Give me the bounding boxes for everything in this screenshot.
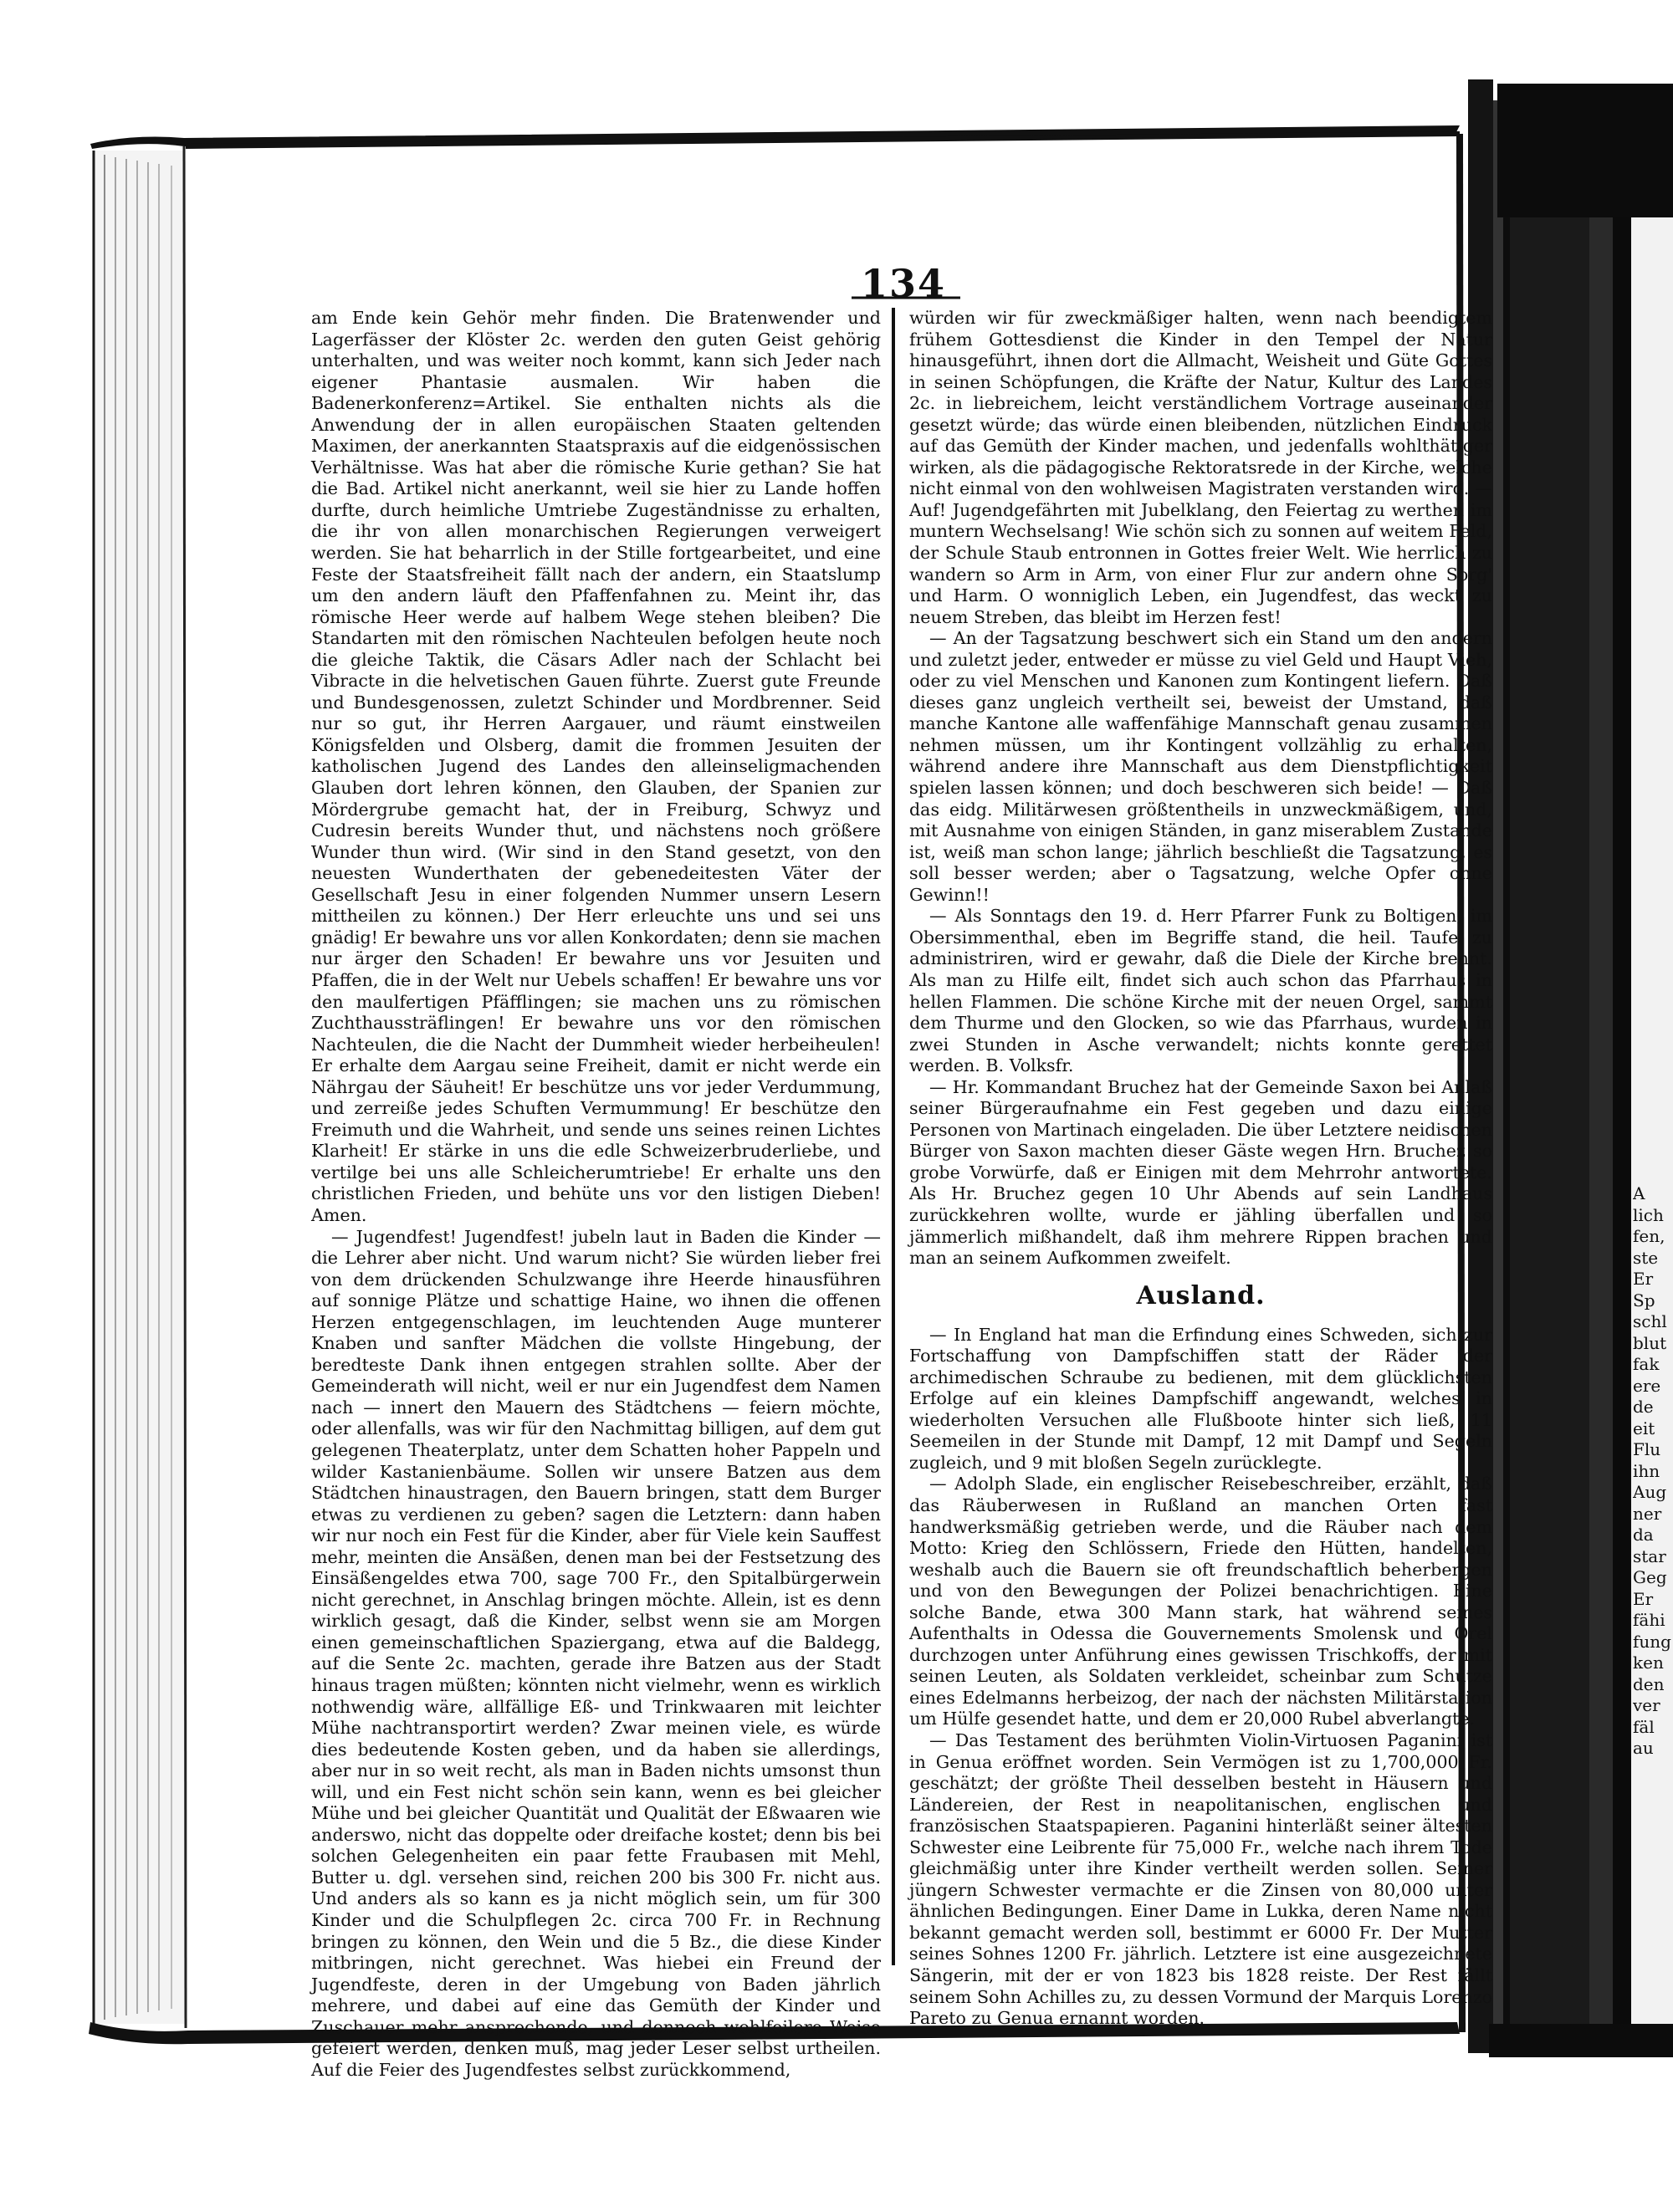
margin-line: ner <box>1633 1503 1662 1524</box>
margin-line: Aug <box>1633 1482 1667 1502</box>
foreign-paragraph-2: — Adolph Slade, ein englischer Reisebeschreiber, erzählt, daß das Räuberwesen in Rußland an manchen Orten fast handwerksmäßig getrieben werde, und die Räuber nach dem Motto: Krieg den Schlössern, Friede den Hütten, handelten, weshalb auch die Bauern sie oft freundschaftlich beherbergen und von den Bewegungen der Polizei benachrichtigen. Eine solche Bande, etwa 300 Mann stark, hat während seines Aufenthalts in Odessa die Gouvernements Smolensk und Orel durchzogen unter Anführung eines gewissen Trischkoffs, der mit seinen Leuten, als Soldaten verkleidet, scheinbar zum Schutze eines Edelmanns herbeizog, der nach der nächsten Militärstation um Hülfe gesendet hatte, und dem er 20,000 Rubel abverlangte. <box>909 1474 1492 1729</box>
margin-line: fak <box>1633 1354 1660 1374</box>
right-paragraph-3: — Als Sonntags den 19. d. Herr Pfarrer Funk zu Boltigen, im Obersimmenthal, eben im Begriffe stand, die heil. Taufe zu administriren, wird er gewahr, daß die Diele der Kirche brennt. Als man zu Hilfe eilt, findet sich auch schon das Pfarrhaus in hellen Flammen. Die schöne Kirche mit der neuen Orgel, sammt dem Thurme und den Glocken, so wie das Pfarrhaus, wurden in zwei Stunden in Asche verwandelt; nichts konnte gerettet werden. B. Volksfr. <box>909 906 1492 1076</box>
margin-line: fäl <box>1633 1716 1655 1737</box>
margin-line: ere <box>1633 1375 1661 1396</box>
next-page-margin-text <box>1633 1183 1673 1760</box>
margin-line: de <box>1633 1397 1654 1417</box>
margin-line: A <box>1633 1183 1645 1203</box>
margin-line: den <box>1633 1673 1665 1694</box>
margin-line: star <box>1633 1545 1666 1566</box>
margin-line: Flu <box>1633 1439 1661 1459</box>
right-gutter-shadow <box>1468 79 1673 2057</box>
margin-line: Geg <box>1633 1567 1667 1587</box>
margin-line: ihn <box>1633 1460 1660 1481</box>
page-number: 134 <box>860 261 947 306</box>
right-column <box>909 308 1492 2030</box>
margin-line: Sp <box>1633 1290 1655 1310</box>
margin-line: da <box>1633 1525 1654 1545</box>
left-paragraph-1: am Ende kein Gehör mehr finden. Die Bratenwender und Lagerfässer der Klöster 2c. werden den guten Geist gehörig unterhalten, und was weiter noch kommt, kann sich Jeder nach eigener Phantasie ausmalen. Wir haben die Badenerkonferenz=Artikel. Sie enthalten nichts als die Anwendung der in allen europäischen Staaten geltenden Maximen, der anerkannten Staatspraxis auf die eidgenössischen Verhältnisse. Was hat aber die römische Kurie gethan? Sie hat die Bad. Artikel nicht anerkannt, weil sie hier zu Lande hoffen durfte, durch heimliche Umtriebe Zugeständnisse zu erhalten, die ihr von allen monarchischen Regierungen verweigert werden. Sie hat beharrlich in der Stille fortgearbeitet, und eine Feste der Staatsfreiheit fällt nach der andern, ein Staatslump um den andern läuft den Pfaffenfahnen zu. Meint ihr, das römische Heer werde auf halbem Wege stehen bleiben? Die Standarten mit den römischen Nachteulen befolgen heute noch die gleiche Taktik, die Cäsars Adler nach der Schlacht bei Vibracte in die helvetischen Gauen führte. Zuerst gute Freunde und Bundesgenossen, zuletzt Schinder und Mordbrenner. Seid nur so gut, ihr Herren Aargauer, und räumt einstweilen Königsfelden und Olsberg, damit die frommen Jesuiten der katholischen Jugend des Landes den alleinseligmachenden Glauben dort lehren können, den Glauben, der Spanien zur Mördergrube gemacht hat, der in Freiburg, Schwyz und Cudresin bereits Wunder thut, und nächstens noch größere Wunder thun wird. (Wir sind in den Stand gesetzt, von den neuesten Wunderthaten der gebenedeitesten Väter der Gesellschaft Jesu in einer folgenden Nummer unsern Lesern mittheilen zu können.) Der Herr erleuchte uns und sei uns gnädig! Er bewahre uns vor allen Konkordaten; denn sie machen nur ärger den Schaden! Er bewahre uns vor Jesuiten und Pfaffen, die in der Welt nur Uebels schaffen! Er bewahre uns vor den maulfertigen Pfäfflingen; sie machen uns zu römischen Zuchthaussträflingen! Er bewahre uns vor den römischen Nachteulen, die die Nacht der Dummheit wieder herbeiheulen! Er erhalte dem Aargau seine Freiheit, damit er nicht werde ein Nährgau der Säuheit! Er beschütze uns vor jeder Verdummung, und zerreiße jedes Schuften Vermummung! Er beschütze den Freimuth und die Wahrheit, und sende uns seines reinen Lichtes Klarheit! Er stärke in uns die edle Schweizerbruderliebe, und vertilge bei uns alle Schleicherumtriebe! Er erhalte uns den christlichen Frieden, und behüte uns vor den listigen Dieben! Amen. <box>311 308 881 1225</box>
section-heading-ausland: Ausland. <box>1136 1280 1266 1310</box>
foreign-paragraph-1: — In England hat man die Erfindung eines Schweden, sich zur Fortschaffung von Dampfschiffen statt der Räder der archimedischen Schraube zu bedienen, mit dem glücklichsten Erfolge auf ein kleines Dampfschiff angewandt, welches in wiederholten Versuchen alle Flußboote hinter sich ließ, 11 Seemeilen in der Stunde mit Dampf, 12 mit Dampf und Segeln zugleich, und 9 mit bloßen Segeln zurücklegte. <box>909 1324 1492 1473</box>
margin-line: blut <box>1633 1332 1667 1353</box>
left-column <box>311 308 881 2081</box>
margin-line: lich <box>1633 1204 1664 1225</box>
foreign-paragraph-3: — Das Testament des berühmten Violin-Virtuosen Paganini ist in Genua eröffnet worden. Sein Vermögen ist zu 1,700,000 Fr. geschätzt; der größte Theil desselben besteht in Häusern und Ländereien, der Rest in neapolitanischen, englischen und französischen Staatspapieren. Paganini hinterläßt seiner ältesten Schwester eine Leibrente für 75,000 Fr., welche nach ihrem Tode gleichmäßig unter ihre Kinder vertheilt werden sollen. Seiner jüngern Schwester vermachte er die Zinsen von 80,000 unter ähnlichen Bedingungen. Einer Dame in Lukka, deren Name nicht bekannt gemacht werden soll, bestimmt er 6000 Fr. Der Mutter seines Sohnes 1200 Fr. jährlich. Letztere ist eine ausgezeichnete Sängerin, mit der er von 1823 bis 1828 reiste. Der Rest fällt seinem Sohn Achilles zu, zu dessen Vormund der Marquis Lorenzo Pareto zu Genua ernannt worden. <box>909 1730 1492 2029</box>
margin-line: fähi <box>1633 1610 1665 1630</box>
margin-line: ste <box>1633 1247 1659 1268</box>
margin-line: Er <box>1633 1269 1654 1289</box>
right-paragraph-4: — Hr. Kommandant Bruchez hat der Gemeinde Saxon bei Anlaß seiner Bürgeraufnahme ein Fest gegeben und dazu einige Personen von Martinach eingeladen. Die über Letztere neidischen Bürger von Saxon machten dieser Gäste wegen Hrn. Bruchez so grobe Vorwürfe, daß er Einigen mit dem Mehrrohr antwortete. Als Hr. Bruchez gegen 10 Uhr Abends auf sein Landhaus zurückkehren wollte, wurde er jähling überfallen und so jämmerlich mißhandelt, daß ihm mehrere Rippen brachen und man an seinem Aufkommen zweifelt. <box>909 1076 1492 1269</box>
left-paragraph-2: — Jugendfest! Jugendfest! jubeln laut in Baden die Kinder — die Lehrer aber nicht. Und warum nicht? Sie würden lieber frei von dem drückenden Schulzwange ihre Heerde hinausführen auf sonnige Plätze und schattige Haine, wo ihnen die offenen Herzen entgegenschlagen, im leuchtenden Auge munterer Knaben und sanfter Mädchen die vollste Hingebung, der beredteste Dank ihnen entgegen strahlen sollte. Aber der Gemeinderath will nicht, weil er nur ein Jugendfest dem Namen nach — innert den Mauern des Städtchens — feiern möchte, oder allenfalls, was wir für den Nachmittag billigen, auf dem gut gelegenen Theaterplatz, unter dem Schatten hoher Pappeln und wilder Kastanienbäume. Sollen wir unsere Batzen aus dem Städtchen hinaustragen, den Bauern bringen, statt dem Burger etwas zu verdienen zu geben? sagen die Letztern: dann haben wir nur noch ein Fest für die Kinder, aber für Viele kein Sauffest mehr, meinten die Ansäßen, denen man bei der Festsetzung des Einsäßengeldes etwa 700, sage 700 Fr., den Spitalbürgerwein nicht gerechnet, in Anschlag bringen möchte. Allein, ist es denn wirklich gesagt, daß die Kinder, selbst wenn sie am Morgen einen gemeinschaftlichen Spaziergang, etwa auf die Baldegg, auf die Sente 2c. machten, gerade ihre Batzen aus der Stadt hinaus tragen müßten; könnten nicht vielmehr, wenn es wirklich nothwendig wäre, allfällige Eß- und Trinkwaaren mit leichter Mühe nachtransportirt werden? Zwar meinen viele, es würde dies bedeutende Kosten geben, und da haben sie allerdings, aber nur in so weit recht, als man in Baden nichts umsonst thun will, und ein Fest nicht schön sein kann, wenn es bei gleicher Mühe und bei gleicher Quantität und Qualität der Eßwaaren wie anderswo, nicht das doppelte oder dreifache kostet; denn bis bei solchen Gelegenheiten ein paar fette Fraubasen mit Mehl, Butter u. dgl. versehen sind, reichen 200 bis 300 Fr. nicht aus. Und anders als so kann es ja nicht möglich sein, um für 300 Kinder und die Schulpflegen 2c. circa 700 Fr. in Rechnung bringen zu können, den Wein und die 5 Bz., die diese Kinder mitbringen, nicht gerechnet. Was hiebei ein Freund der Jugendfeste, deren in der Umgebung von Baden jährlich mehrere, und dabei auf eine das Gemüth der Kinder und Zuschauer mehr ansprechende, und dennoch wohlfeilere Weise gefeiert werden, denken muß, mag jeder Leser selbst urtheilen. Auf die Feier des Jugendfestes selbst zurückkommend, <box>311 1226 881 2080</box>
margin-line: fung <box>1633 1631 1671 1652</box>
book-page-stack <box>92 151 186 2024</box>
margin-line: ken <box>1633 1653 1664 1673</box>
margin-line: Er <box>1633 1588 1654 1609</box>
margin-line: au <box>1633 1738 1654 1758</box>
margin-line: eit <box>1633 1418 1655 1438</box>
margin-line: fen, <box>1633 1226 1665 1246</box>
right-paragraph-2: — An der Tagsatzung beschwert sich ein Stand um den andern und zuletzt jeder, entweder er müsse zu viel Geld und Haupt Vieh, oder zu viel Menschen und Kanonen zum Kontingent liefern. Daß dieses ganz ungleich vertheilt sei, beweist der Umstand, daß manche Kantone alle waffenfähige Mannschaft genau zusammen nehmen müssen, um ihr Kontingent vollzählig zu erhalten, während andere ihre Mannschaft aus dem Dienstpflichtigkeit spielen lassen können; und doch beschweren sich beide! — Daß das eidg. Militärwesen größtentheils in unzweckmäßigem, und, mit Ausnahme von einigen Ständen, in ganz miserablem Zustande ist, weiß man schon lange; jährlich beschließt die Tagsatzung, es soll besser werden; aber o Tagsatzung, welche Opfer ohne Gewinn!! <box>909 628 1492 905</box>
margin-line: ver <box>1633 1695 1660 1715</box>
margin-line: schl <box>1633 1311 1667 1331</box>
right-paragraph-1: würden wir für zweckmäßiger halten, wenn nach beendigtem frühem Gottesdienst die Kinder in den Tempel der Natur hinausgeführt, ihnen dort die Allmacht, Weisheit und Güte Gottes in seinen Schöpfungen, die Kräfte der Natur, Kultur des Landes 2c. in liebreichem, leicht verständlichem Vortrage auseinander gesetzt würde; das würde einen bleibenden, nützlichen Eindruck auf das Gemüth der Kinder machen, und jedenfalls wohlthätiger wirken, als die pädagogische Rektoratsrede in der Kirche, welche nicht einmal von den wohlweisen Magistraten verstanden wird. — Auf! Jugendgefährten mit Jubelklang, den Feiertag zu werthen im muntern Wechselsang! Wie schön sich zu sonnen auf weitem Feld, der Schule Staub entronnen in Gottes freier Welt. Wie herrlich zu wandern so Arm in Arm, von einer Flur zur andern ohne Sorg' und Harm. O wonniglich Leben, ein Jugendfest, das weckt zu neuem Streben, das bleibt im Herzen fest! <box>909 308 1492 627</box>
